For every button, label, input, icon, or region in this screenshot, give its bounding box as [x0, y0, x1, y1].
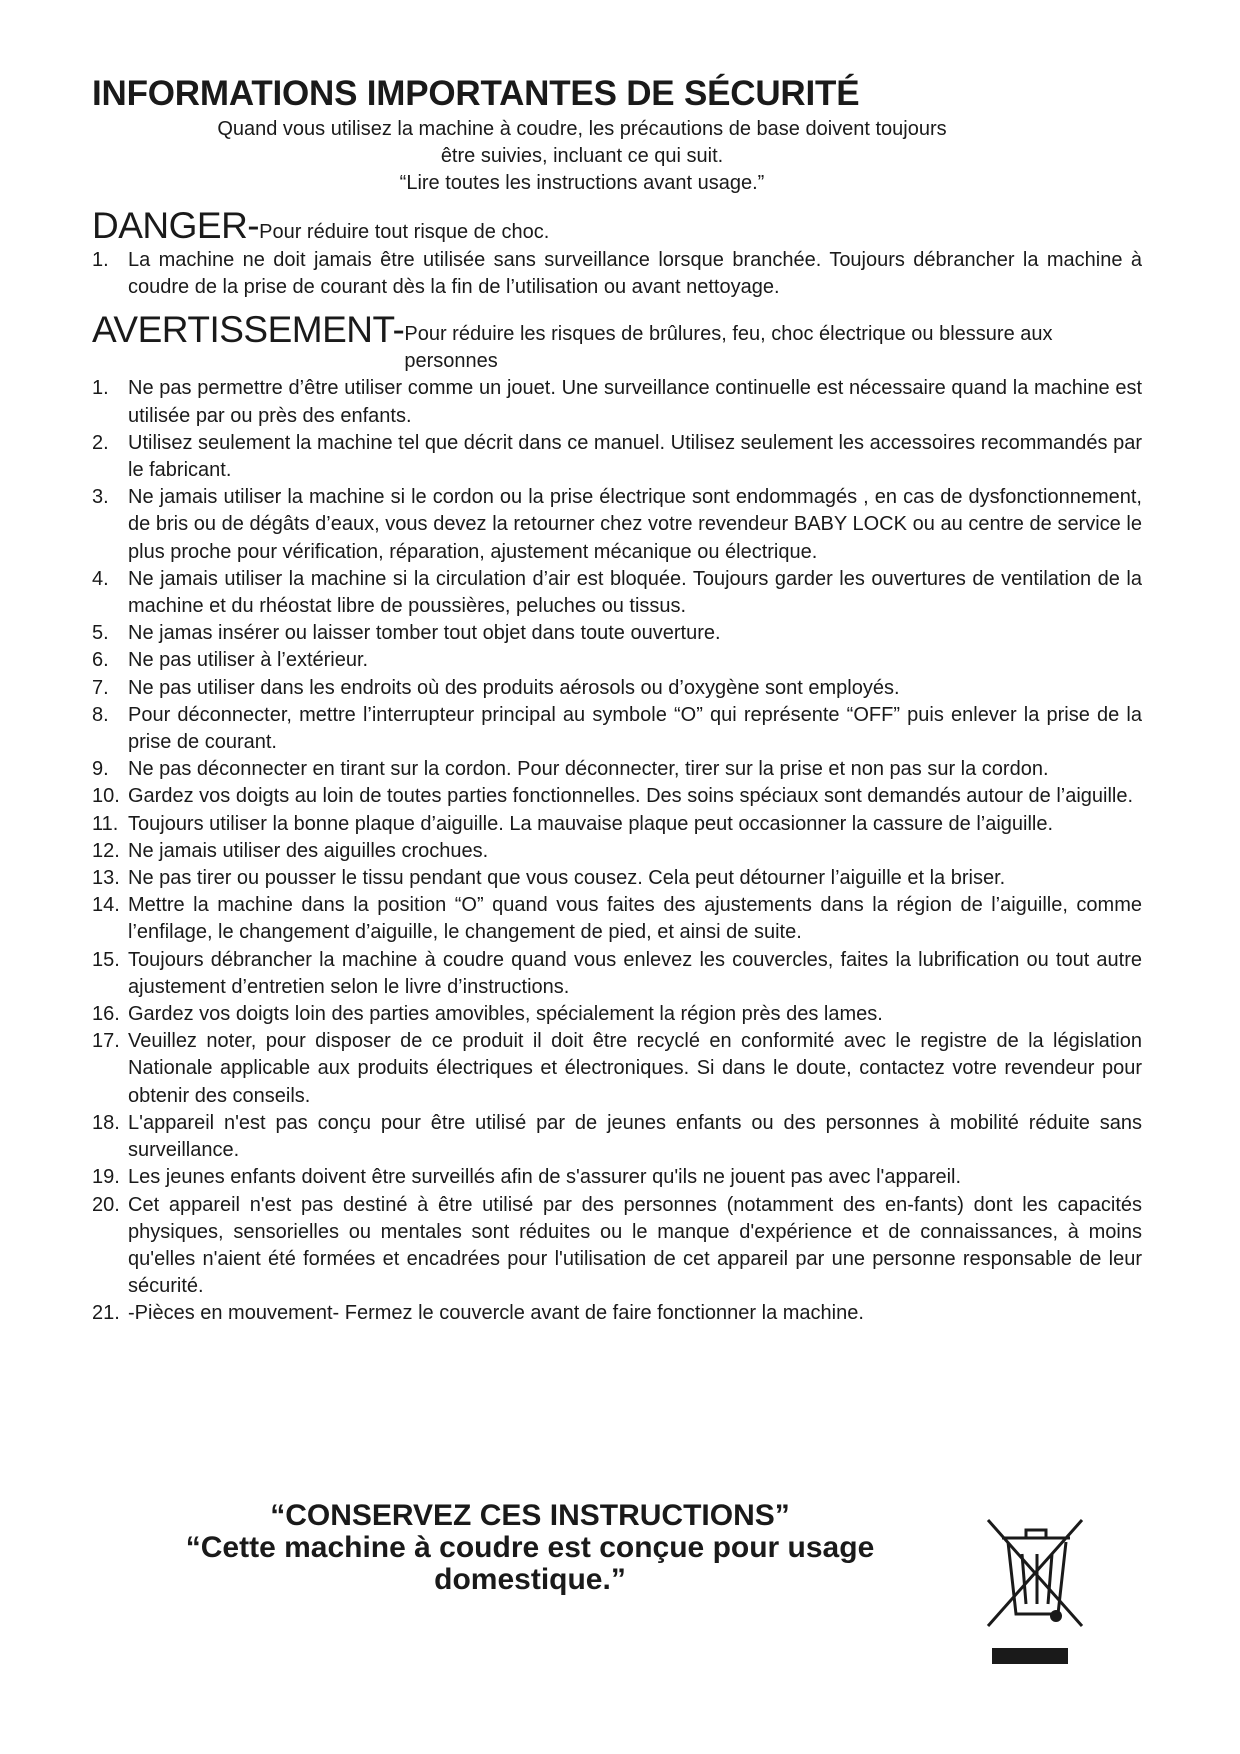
- list-item: [92, 783, 1142, 810]
- list-item: [92, 647, 1142, 674]
- item-text: Pour déconnecter, mettre l’interrupteur principal au symbole “O” qui représente “OFF” puis enlever la prise de la prise de courant.: [128, 703, 1142, 754]
- list-item: [92, 1192, 1142, 1301]
- list-item: [92, 566, 1142, 620]
- intro-line: Quand vous utilisez la machine à coudre, les précautions de base doivent toujours: [217, 118, 947, 140]
- item-text: L'appareil n'est pas conçu pour être utilisé par de jeunes enfants ou des personnes à mobilité réduite sans surveillance.: [128, 1111, 1142, 1162]
- document-page: [92, 74, 1142, 1328]
- item-number: 13.: [92, 867, 120, 890]
- domestic-use-line: “Cette machine à coudre est conçue pour usage domestique.”: [185, 1531, 875, 1596]
- list-item: [92, 892, 1142, 946]
- footer-notice: [120, 1500, 940, 1596]
- warning-heading: [92, 309, 1142, 375]
- item-text: Ne jamas insérer ou laisser tomber tout objet dans toute ouverture.: [128, 622, 721, 645]
- item-number: 11.: [92, 812, 119, 835]
- list-item: [92, 430, 1142, 484]
- item-number: 1.: [92, 249, 109, 271]
- warning-label: AVERTISSEMENT-: [92, 309, 405, 351]
- item-number: 4.: [92, 567, 109, 590]
- item-text: Ne jamais utiliser des aiguilles crochues.: [128, 839, 489, 862]
- item-number: 15.: [92, 948, 120, 971]
- intro-paragraph: [92, 116, 1072, 197]
- list-item: [92, 1110, 1142, 1164]
- item-number: 12.: [92, 839, 120, 862]
- list-item: [92, 620, 1142, 647]
- danger-heading: [92, 205, 1142, 247]
- item-text: Ne jamais utiliser la machine si le cordon ou la prise électrique sont endommagés , en cas de dysfonctionnement, de bris ou de dégâts d’eaux, vous devez la retourner chez votre revendeur BABY LOCK ou au centre de service le plus proche pour vérification, réparation, ajustement mécanique ou électrique.: [128, 486, 1142, 563]
- danger-list: [92, 247, 1142, 301]
- item-text: Cet appareil n'est pas destiné à être utilisé par des personnes (notamment des en-fants) dont les capacités physiques, sensorielles ou mentales sont réduites ou le manque d'expérience et de connaissances, à moins qu'elles n'aient été formées et encadrées pour l'utilisation de cet appareil par une personne responsable de leur sécurité.: [128, 1193, 1142, 1298]
- item-text: Utilisez seulement la machine tel que décrit dans ce manuel. Utilisez seulement les accessoires recommandés par le fabricant.: [128, 431, 1142, 482]
- item-text: Ne pas tirer ou pousser le tissu pendant que vous cousez. Cela peut détourner l’aiguille et la briser.: [128, 867, 1006, 890]
- weee-crossed-bin-icon: [982, 1506, 1092, 1666]
- item-text: Gardez vos doigts loin des parties amovibles, spécialement la région près des lames.: [128, 1003, 883, 1026]
- list-item: [92, 947, 1142, 1001]
- item-text: -Pièces en mouvement- Fermez le couvercle avant de faire fonctionner la machine.: [128, 1302, 864, 1325]
- list-item: [92, 865, 1142, 892]
- list-item: [92, 702, 1142, 756]
- item-text: Toujours débrancher la machine à coudre quand vous enlevez les couvercles, faites la lubrification ou tout autre ajustement d’entretien selon le livre d’instructions.: [128, 948, 1142, 998]
- item-text: Gardez vos doigts au loin de toutes parties fonctionnelles. Des soins spéciaux sont demandés autour de l’aiguille.: [128, 785, 1134, 808]
- list-item: [92, 247, 1142, 301]
- danger-description: Pour réduire tout risque de choc.: [259, 221, 550, 243]
- list-item: [92, 838, 1142, 865]
- warning-list: [92, 375, 1142, 1327]
- item-number: 18.: [92, 1111, 120, 1134]
- item-number: 9.: [92, 758, 109, 781]
- item-text: La machine ne doit jamais être utilisée sans surveillance lorsque branchée. Toujours débrancher la machine à coudre de la prise de courant dès la fin de l’utilisation ou avant nettoyage.: [128, 249, 1142, 299]
- danger-label: DANGER-: [92, 205, 260, 246]
- item-number: 19.: [92, 1166, 120, 1189]
- item-text: Ne pas utiliser à l’extérieur.: [128, 649, 369, 672]
- item-text: Ne pas déconnecter en tirant sur la cordon. Pour déconnecter, tirer sur la prise et non pas sur la cordon.: [128, 758, 1049, 781]
- keep-instructions-line: “CONSERVEZ CES INSTRUCTIONS”: [270, 1499, 790, 1532]
- item-number: 1.: [92, 377, 109, 400]
- item-text: Ne pas permettre d’être utiliser comme un jouet. Une surveillance continuelle est nécessaire quand la machine est utilisée par ou près des enfants.: [128, 377, 1142, 427]
- warning-description: Pour réduire les risques de brûlures, feu, choc électrique ou blessure aux personnes: [404, 323, 1053, 373]
- list-item: [92, 484, 1142, 566]
- item-text: Veuillez noter, pour disposer de ce produit il doit être recyclé en conformité avec le registre de la législation Nationale applicable aux produits électriques et électroniques. Si dans le doute, contactez votre revendeur pour obtenir des conseils.: [128, 1030, 1142, 1107]
- list-item: [92, 1164, 1142, 1191]
- item-text: Ne pas utiliser dans les endroits où des produits aérosols ou d’oxygène sont employés.: [128, 676, 900, 699]
- item-number: 17.: [92, 1030, 120, 1053]
- item-number: 8.: [92, 703, 109, 726]
- item-text: Ne jamais utiliser la machine si la circulation d’air est bloquée. Toujours garder les ouvertures de ventilation de la machine et du rhéostat libre de poussières, peluches ou tissus.: [128, 567, 1142, 618]
- list-item: [92, 1300, 1142, 1327]
- item-number: 16.: [92, 1003, 120, 1026]
- list-item: [92, 375, 1142, 429]
- item-number: 10.: [92, 785, 120, 808]
- item-number: 3.: [92, 486, 109, 509]
- item-number: 7.: [92, 676, 109, 699]
- item-number: 20.: [92, 1193, 120, 1216]
- item-number: 6.: [92, 649, 109, 672]
- list-item: [92, 1028, 1142, 1110]
- item-text: Toujours utiliser la bonne plaque d’aiguille. La mauvaise plaque peut occasionner la cassure de l’aiguille.: [128, 812, 1054, 835]
- page-title: INFORMATIONS IMPORTANTES DE SÉCURITÉ: [92, 74, 860, 113]
- list-item: [92, 1001, 1142, 1028]
- list-item: [92, 675, 1142, 702]
- item-text: Mettre la machine dans la position “O” quand vous faites des ajustements dans la région de l’aiguille, comme l’enfilage, le changement d’aiguille, le changement de pied, et ainsi de suite.: [128, 894, 1142, 944]
- item-number: 2.: [92, 431, 109, 454]
- item-number: 21.: [92, 1302, 120, 1325]
- list-item: [92, 756, 1142, 783]
- intro-line: être suivies, incluant ce qui suit.: [440, 145, 724, 167]
- intro-line: “Lire toutes les instructions avant usage.”: [399, 172, 765, 194]
- item-number: 14.: [92, 894, 120, 917]
- list-item: [92, 811, 1142, 838]
- item-number: 5.: [92, 622, 109, 645]
- item-text: Les jeunes enfants doivent être surveillés afin de s'assurer qu'ils ne jouent pas avec l'appareil.: [128, 1166, 962, 1189]
